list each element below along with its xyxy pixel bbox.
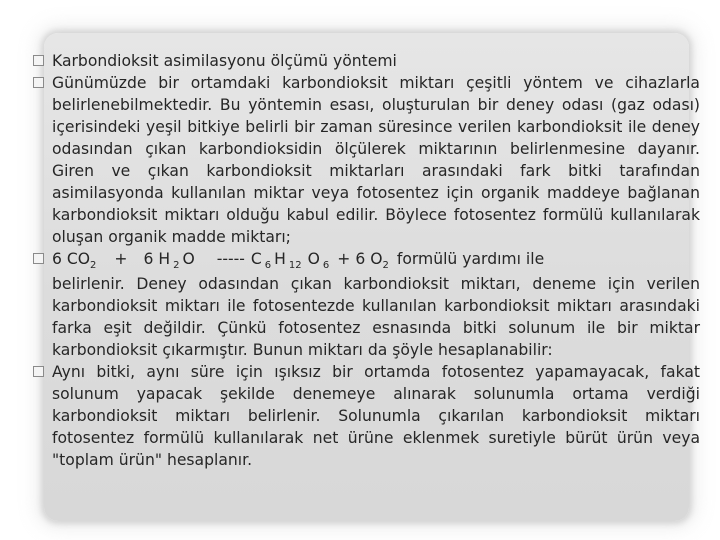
formula-term-h2o-o: O	[182, 250, 195, 268]
bullet-text: Karbondioksit asimilasyonu ölçümü yöntemi	[52, 52, 397, 70]
formula-term-h2o: 6 H	[143, 250, 171, 268]
formula-subscript: 12	[288, 260, 302, 271]
formula-subscript: 2	[382, 260, 389, 271]
photosynthesis-formula	[52, 250, 545, 271]
formula-term-o2: + 6 O	[337, 250, 383, 268]
bullet-text: Aynı bitki, aynı süre için ışıksız bir ortamda fotosentez yapamayacak, fakat solunum yapacak şekilde denemeye alınarak solunumla ortama verdiği karbondioksit miktarı belirlenir. Solunumla çıkarılan karbondioksit miktarı fotosentez formülü kullanılarak net ürüne eklenmek suretiyle bürüt ürün veya "toplam ürün" hesaplanır.	[52, 363, 700, 469]
checkbox-bullet-icon	[33, 253, 44, 264]
checkbox-bullet-icon	[33, 366, 44, 377]
formula-term-co2: 6 CO	[52, 250, 91, 268]
slide-content	[0, 50, 700, 471]
checkbox-bullet-icon	[33, 77, 44, 88]
formula-subscript: 2	[173, 260, 180, 271]
bullet-item-title	[0, 50, 700, 72]
formula-arrow: -----	[216, 250, 245, 268]
formula-plus: +	[114, 250, 128, 268]
bullet-text	[52, 248, 700, 361]
formula-line-tail: formülü yardımı ile	[396, 250, 545, 268]
bullet-item-method-description	[0, 72, 700, 248]
formula-subscript: 2	[90, 260, 97, 271]
formula-subscript: 6	[322, 260, 330, 271]
bullet-item-respiration	[0, 361, 700, 471]
formula-term-c: C	[250, 250, 262, 268]
formula-subscript: 6	[264, 260, 272, 271]
checkbox-bullet-icon	[33, 55, 44, 66]
bullet-item-formula	[0, 248, 700, 361]
bullet-text: Günümüzde bir ortamdaki karbondioksit miktarı çeşitli yöntem ve cihazlarla belirlenebilmektedir. Bu yöntemin esası, oluşturulan bir deney odası (gaz odası) içerisindeki yeşil bitkiye belirli bir zaman süresince verilen karbondioksit ile deney odasından çıkan karbondioksidin ölçülerek miktarının belirlenmesine dayanır. Giren ve çıkan karbondioksit miktarları arasındaki fark bitki tarafından asimilasyonda kullanılan miktar veya fotosentez için organik maddeye bağlanan karbondioksit miktarı olduğu kabul edilir. Böylece fotosentez formülü kullanılarak oluşan organik madde miktarı;	[52, 74, 700, 246]
bullet-text-continuation: belirlenir. Deney odasından çıkan karbondioksit miktarı, deneme için verilen karbondioksit miktarı ile fotosentezde kullanılan karbondioksit miktarı arasındaki farka eşit değildir. Çünkü fotosentez esnasında bitki solunum ile bir miktar karbondioksit çıkarmıştır. Bunun miktarı da şöyle hesaplanabilir:	[52, 275, 700, 359]
formula-term-o: O	[307, 250, 320, 268]
formula-term-h: H	[274, 250, 286, 268]
